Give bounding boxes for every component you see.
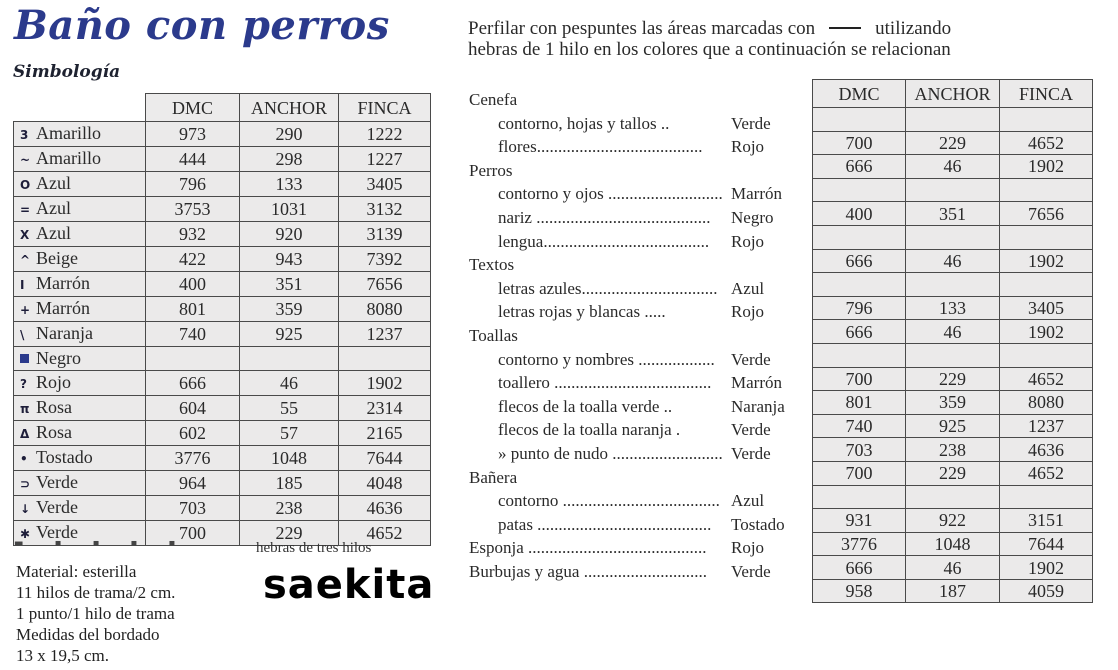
instructions-line-2: hebras de 1 hilo en los colores que a continuación se relacionan <box>468 39 951 60</box>
table-row <box>14 347 431 371</box>
dmc-cell: 444 <box>146 147 240 172</box>
thread-color: Azul <box>731 278 765 298</box>
color-name: Verde <box>36 496 78 517</box>
watermark: saekita <box>263 562 435 608</box>
thread-color: Verde <box>731 443 771 463</box>
square-symbol-icon <box>20 354 29 363</box>
stitch-symbol-icon: • <box>20 451 28 466</box>
color-name-cell <box>14 347 146 371</box>
color-name-cell <box>14 370 146 395</box>
table-row <box>813 249 1093 273</box>
thread-color: Azul <box>731 491 765 511</box>
list-item <box>469 489 785 513</box>
dmc-cell: 700 <box>813 367 906 391</box>
dmc-cell <box>813 273 906 297</box>
table-row <box>14 147 431 172</box>
area-description: letras azules................................ <box>498 278 718 298</box>
anchor-cell: 290 <box>240 122 339 147</box>
stitch-symbol-icon: I <box>20 278 25 292</box>
color-name-cell <box>14 445 146 470</box>
area-description: Bañera <box>469 467 518 487</box>
finca-cell: 7656 <box>339 272 431 297</box>
instructions-text: utilizando <box>875 18 952 39</box>
area-description: letras rojas y blancas ..... <box>498 302 666 322</box>
note-line: Material: esterilla <box>16 562 137 581</box>
stitch-symbol-icon: O <box>20 178 31 192</box>
finca-cell: 4652 <box>339 520 431 545</box>
finca-cell: 4652 <box>1000 131 1093 155</box>
area-description: nariz ......................................... <box>498 207 711 227</box>
finca-cell: 8080 <box>1000 391 1093 415</box>
table-row <box>14 495 431 520</box>
anchor-cell: 187 <box>906 579 1000 603</box>
table-row <box>14 322 431 347</box>
anchor-cell: 229 <box>906 367 1000 391</box>
note-line: 13 x 19,5 cm. <box>16 646 110 665</box>
area-description: flecos de la toalla naranja . <box>498 420 681 440</box>
finca-cell: 1902 <box>339 370 431 395</box>
area-description: contorno y ojos ........................... <box>498 184 723 204</box>
table-row <box>14 470 431 495</box>
finca-cell: 3139 <box>339 222 431 247</box>
thread-color: Verde <box>731 561 771 581</box>
finca-cell: 7644 <box>339 445 431 470</box>
table-row <box>813 414 1093 438</box>
color-name-cell <box>14 470 146 495</box>
dmc-cell: 666 <box>813 556 906 580</box>
anchor-cell: 229 <box>240 520 339 545</box>
finca-cell: 4048 <box>339 470 431 495</box>
anchor-cell: 238 <box>240 495 339 520</box>
color-name: Amarillo <box>36 148 101 168</box>
outline-table <box>812 79 1093 603</box>
dmc-cell: 3776 <box>146 445 240 470</box>
area-description: Cenefa <box>469 90 518 109</box>
header-anchor: ANCHOR <box>240 94 339 122</box>
anchor-cell <box>906 343 1000 367</box>
stitch-symbol-icon: ✱ <box>20 526 31 541</box>
dmc-cell: 666 <box>813 249 906 273</box>
finca-cell: 4652 <box>1000 461 1093 485</box>
area-description: » punto de nudo .......................... <box>498 443 723 463</box>
thread-color: Marrón <box>731 184 782 204</box>
anchor-cell: 46 <box>906 320 1000 344</box>
anchor-cell: 351 <box>240 272 339 297</box>
finca-cell: 2314 <box>339 395 431 420</box>
stitch-symbol-icon: ~ <box>20 153 31 167</box>
finca-cell: 2165 <box>339 420 431 445</box>
finca-cell: 4059 <box>1000 579 1093 603</box>
color-name: Tostado <box>36 446 93 467</box>
table-row <box>14 395 431 420</box>
dmc-cell: 700 <box>146 520 240 545</box>
anchor-cell: 920 <box>240 222 339 247</box>
stitch-symbol-icon: = <box>20 203 31 217</box>
finca-cell: 7644 <box>1000 532 1093 556</box>
anchor-cell: 359 <box>240 297 339 322</box>
table-row <box>813 438 1093 462</box>
anchor-cell: 1031 <box>240 197 339 222</box>
finca-cell: 1902 <box>1000 249 1093 273</box>
thread-color: Negro <box>731 207 774 227</box>
stitch-symbol-icon: ^ <box>20 253 31 267</box>
table-row <box>14 247 431 272</box>
thread-color: Verde <box>731 349 771 369</box>
dmc-cell: 740 <box>146 322 240 347</box>
category-label <box>469 466 785 490</box>
dmc-cell: 666 <box>813 155 906 179</box>
category-label <box>469 324 785 348</box>
dmc-cell: 973 <box>146 122 240 147</box>
color-name: Negro <box>36 348 81 369</box>
header-dmc: DMC <box>146 94 240 122</box>
anchor-cell: 55 <box>240 395 339 420</box>
table-row <box>813 108 1093 132</box>
dmc-cell <box>813 108 906 132</box>
area-description: contorno, hojas y tallos .. <box>498 113 670 133</box>
dmc-cell: 796 <box>813 296 906 320</box>
dmc-cell: 422 <box>146 247 240 272</box>
color-name: Azul <box>36 198 71 218</box>
thread-color: Marrón <box>731 373 782 393</box>
anchor-cell <box>906 225 1000 249</box>
section-title-simbologia: Simbología <box>13 62 121 82</box>
table-row <box>14 122 431 147</box>
color-name: Amarillo <box>36 123 101 143</box>
dmc-cell <box>813 485 906 509</box>
dmc-cell: 964 <box>146 470 240 495</box>
table-row <box>813 178 1093 202</box>
area-description: Perros <box>469 160 513 180</box>
area-description: patas ......................................... <box>498 514 712 534</box>
finca-cell <box>339 347 431 371</box>
finca-cell <box>1000 343 1093 367</box>
finca-cell: 8080 <box>339 297 431 322</box>
color-name-cell <box>14 147 146 172</box>
page-title: Baño con perros <box>14 2 390 49</box>
area-description: flores....................................... <box>498 137 703 157</box>
dmc-cell: 700 <box>813 461 906 485</box>
table-row <box>813 273 1093 297</box>
area-description: lengua....................................... <box>498 231 710 251</box>
header-blank <box>14 94 146 122</box>
table-row <box>813 131 1093 155</box>
outline-table-header <box>813 80 1093 108</box>
dmc-cell: 703 <box>813 438 906 462</box>
anchor-cell <box>906 273 1000 297</box>
table-row <box>813 509 1093 533</box>
category-label <box>469 253 785 277</box>
finca-cell: 3151 <box>1000 509 1093 533</box>
color-name-cell <box>14 272 146 297</box>
table-row <box>813 579 1093 603</box>
finca-cell: 1222 <box>339 122 431 147</box>
table-row <box>813 391 1093 415</box>
color-name-cell <box>14 197 146 222</box>
dmc-cell: 400 <box>813 202 906 226</box>
anchor-cell: 298 <box>240 147 339 172</box>
table-row <box>14 297 431 322</box>
anchor-cell: 185 <box>240 470 339 495</box>
color-name: Verde <box>36 521 78 542</box>
dmc-cell <box>813 225 906 249</box>
stitch-symbol-icon: \ <box>20 328 25 342</box>
anchor-cell <box>906 178 1000 202</box>
thread-color: Tostado <box>731 514 785 534</box>
table-row <box>813 296 1093 320</box>
anchor-cell: 359 <box>906 391 1000 415</box>
color-name: Verde <box>36 471 78 492</box>
color-name-cell <box>14 222 146 247</box>
color-name-cell <box>14 322 146 347</box>
symbol-table <box>13 93 431 546</box>
finca-cell: 3132 <box>339 197 431 222</box>
dmc-cell: 740 <box>813 414 906 438</box>
note-line: 1 punto/1 hilo de trama <box>16 604 175 623</box>
list-item <box>469 206 785 230</box>
list-item <box>469 348 785 372</box>
thread-color: Rojo <box>731 231 765 251</box>
dmc-cell: 400 <box>146 272 240 297</box>
stitch-symbol-icon: ↓ <box>20 501 31 516</box>
thread-color: Verde <box>731 113 771 133</box>
anchor-cell: 1048 <box>240 445 339 470</box>
stitch-symbol-icon: 3 <box>20 128 29 142</box>
finca-cell: 4636 <box>1000 438 1093 462</box>
cropped-text-fragment: ▬ ▪ ▪ ▪ ▪ <box>14 538 190 549</box>
dmc-cell: 604 <box>146 395 240 420</box>
list-item <box>469 277 785 301</box>
finca-cell: 4636 <box>339 495 431 520</box>
color-name: Marrón <box>36 298 90 318</box>
color-name-cell <box>14 297 146 322</box>
dmc-cell: 931 <box>813 509 906 533</box>
area-description: contorno ..................................... <box>498 491 720 511</box>
table-row <box>14 197 431 222</box>
finca-cell <box>1000 108 1093 132</box>
table-row <box>813 155 1093 179</box>
anchor-cell: 922 <box>906 509 1000 533</box>
symbol-table-header <box>14 94 431 122</box>
finca-cell <box>1000 485 1093 509</box>
area-description: Esponja .......................................... <box>469 538 707 558</box>
table-row <box>813 202 1093 226</box>
area-description: Textos <box>469 255 515 275</box>
stitch-symbol-icon: Δ <box>20 426 30 441</box>
dmc-cell: 703 <box>146 495 240 520</box>
stitch-symbol-icon: + <box>20 303 31 317</box>
color-name-cell <box>14 420 146 445</box>
outline-list <box>469 88 785 583</box>
category-label <box>469 88 785 112</box>
instructions-text: Perfilar con pespuntes las áreas marcadas con <box>468 18 816 39</box>
area-description: Burbujas y agua ............................. <box>469 561 707 581</box>
list-item <box>469 513 785 537</box>
color-name: Rojo <box>36 371 72 392</box>
thread-color: Rojo <box>731 302 765 322</box>
dmc-cell: 796 <box>146 172 240 197</box>
dmc-cell: 700 <box>813 131 906 155</box>
color-name-cell <box>14 247 146 272</box>
list-item <box>469 135 785 159</box>
dmc-cell <box>813 343 906 367</box>
list-item <box>469 230 785 254</box>
anchor-cell: 943 <box>240 247 339 272</box>
dmc-cell: 932 <box>146 222 240 247</box>
anchor-cell: 46 <box>906 155 1000 179</box>
anchor-cell <box>906 108 1000 132</box>
header-finca: FINCA <box>339 94 431 122</box>
color-name-cell <box>14 495 146 520</box>
finca-cell <box>1000 225 1093 249</box>
dmc-cell: 801 <box>146 297 240 322</box>
dmc-cell: 666 <box>813 320 906 344</box>
list-item <box>469 536 785 560</box>
list-item <box>469 112 785 136</box>
thread-color: Rojo <box>731 137 765 157</box>
color-name: Azul <box>36 173 71 193</box>
table-row <box>813 320 1093 344</box>
area-description: Toallas <box>469 325 518 345</box>
stitch-symbol-icon: ? <box>20 376 27 391</box>
finca-cell <box>1000 178 1093 202</box>
table-row <box>813 532 1093 556</box>
anchor-cell: 46 <box>906 556 1000 580</box>
thread-color: Naranja <box>731 396 785 416</box>
anchor-cell: 351 <box>906 202 1000 226</box>
table-row <box>14 222 431 247</box>
table-row <box>813 461 1093 485</box>
anchor-cell <box>240 347 339 371</box>
color-name: Beige <box>36 248 78 268</box>
dmc-cell: 3776 <box>813 532 906 556</box>
dmc-cell <box>813 178 906 202</box>
finca-cell: 1902 <box>1000 155 1093 179</box>
thread-color: Verde <box>731 420 771 440</box>
anchor-cell: 133 <box>240 172 339 197</box>
color-name-cell <box>14 395 146 420</box>
finca-cell: 1902 <box>1000 320 1093 344</box>
table-row <box>813 225 1093 249</box>
stitch-symbol-icon: π <box>20 401 30 416</box>
thread-color: Rojo <box>731 538 765 558</box>
color-name: Marrón <box>36 273 90 293</box>
area-description: contorno y nombres .................. <box>498 349 715 369</box>
finca-cell: 7656 <box>1000 202 1093 226</box>
material-notes <box>16 561 175 666</box>
list-item <box>469 442 785 466</box>
table-row <box>813 485 1093 509</box>
anchor-cell: 229 <box>906 131 1000 155</box>
anchor-cell: 46 <box>240 370 339 395</box>
stitch-symbol-icon: X <box>20 228 30 242</box>
stitch-symbol-icon: ⊃ <box>20 476 31 491</box>
list-item <box>469 371 785 395</box>
dmc-cell: 666 <box>146 370 240 395</box>
table-row <box>14 445 431 470</box>
table-row <box>14 172 431 197</box>
table-row <box>813 367 1093 391</box>
color-name: Rosa <box>36 396 72 417</box>
dmc-cell: 3753 <box>146 197 240 222</box>
finca-cell: 3405 <box>1000 296 1093 320</box>
anchor-cell: 229 <box>906 461 1000 485</box>
color-name: Azul <box>36 223 71 243</box>
finca-cell: 1227 <box>339 147 431 172</box>
header-finca: FINCA <box>1000 80 1093 108</box>
anchor-cell: 925 <box>240 322 339 347</box>
finca-cell: 1237 <box>339 322 431 347</box>
list-item <box>469 395 785 419</box>
table-row <box>14 370 431 395</box>
area-description: flecos de la toalla verde .. <box>498 396 673 416</box>
header-dmc: DMC <box>813 80 906 108</box>
thread-note: hebras de tres hilos <box>256 540 372 556</box>
note-line: Medidas del bordado <box>16 625 160 644</box>
list-item <box>469 182 785 206</box>
list-item <box>469 560 785 584</box>
table-row <box>813 556 1093 580</box>
finca-cell: 1902 <box>1000 556 1093 580</box>
finca-cell: 1237 <box>1000 414 1093 438</box>
dmc-cell: 602 <box>146 420 240 445</box>
finca-cell <box>1000 273 1093 297</box>
dmc-cell: 958 <box>813 579 906 603</box>
anchor-cell: 238 <box>906 438 1000 462</box>
table-row <box>813 343 1093 367</box>
list-item <box>469 300 785 324</box>
color-name-cell <box>14 172 146 197</box>
area-description: toallero ..................................... <box>498 373 712 393</box>
dmc-cell: 801 <box>813 391 906 415</box>
anchor-cell: 133 <box>906 296 1000 320</box>
backstitch-line-icon <box>829 27 861 29</box>
anchor-cell <box>906 485 1000 509</box>
list-item <box>469 418 785 442</box>
anchor-cell: 46 <box>906 249 1000 273</box>
instructions-line-1 <box>468 18 951 39</box>
finca-cell: 7392 <box>339 247 431 272</box>
finca-cell: 4652 <box>1000 367 1093 391</box>
outline-instructions <box>468 18 951 60</box>
anchor-cell: 57 <box>240 420 339 445</box>
anchor-cell: 1048 <box>906 532 1000 556</box>
color-name-cell <box>14 122 146 147</box>
table-row <box>14 272 431 297</box>
note-line: 11 hilos de trama/2 cm. <box>16 583 176 602</box>
category-label <box>469 159 785 183</box>
header-anchor: ANCHOR <box>906 80 1000 108</box>
anchor-cell: 925 <box>906 414 1000 438</box>
finca-cell: 3405 <box>339 172 431 197</box>
color-name: Rosa <box>36 421 72 442</box>
color-name: Naranja <box>36 323 93 343</box>
dmc-cell <box>146 347 240 371</box>
table-row <box>14 420 431 445</box>
